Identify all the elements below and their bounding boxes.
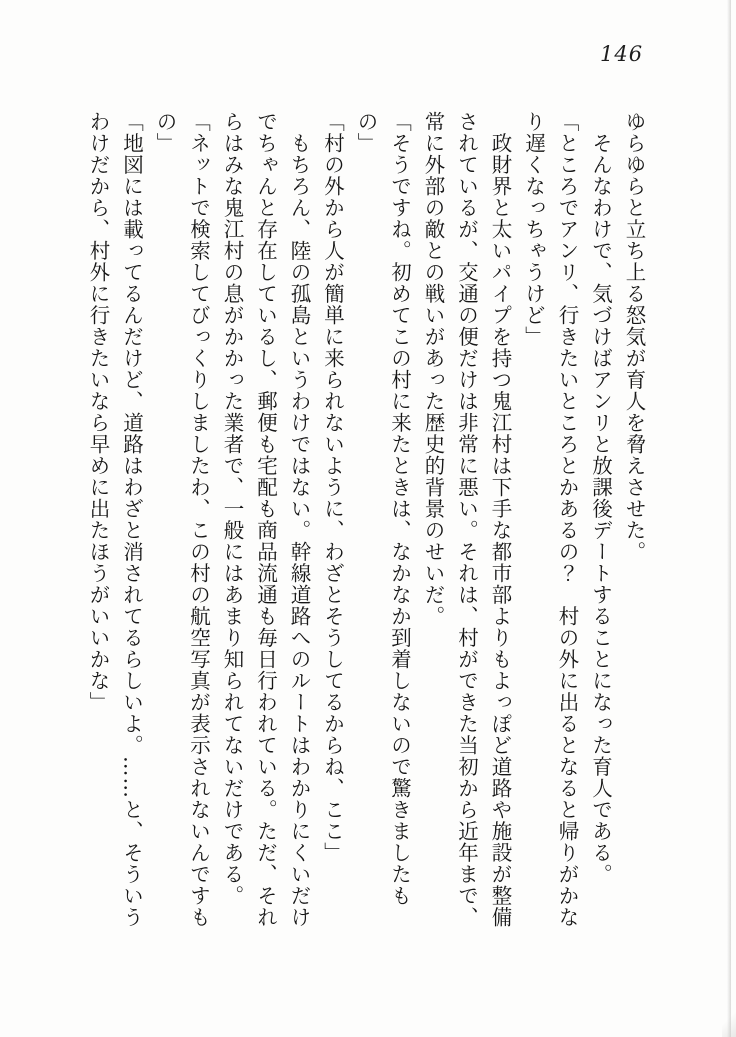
text-line: 「地図には載ってるんだけど、道路はわざと消されてるらしいよ。……と、そういう	[119, 111, 144, 928]
body-text	[81, 111, 651, 939]
page-number: 146	[600, 42, 644, 66]
text-line: 「ネットで検索してびっくりしましたわ、この村の航空写真が表示されないんですも	[186, 111, 211, 928]
text-line: の」	[354, 111, 378, 154]
text-line: らはみな鬼江村の息がかかった業者で、一般にはあまり知られてないだけである。	[220, 111, 244, 907]
text-line: わけだから、村外に行きたいなら早めに出たほうがいいかな」	[86, 111, 110, 713]
page-corner-shadow	[722, 1007, 736, 1037]
text-line: そんなわけで、気づけばアンリと放課後デートすることになった育人である。	[588, 111, 613, 885]
text-line: 常に外部の敵との戦いがあった歴史的背景のせいだ。	[421, 111, 445, 627]
text-line: もちろん、陸の孤島というわけではない。幹線道路へのルートはわかりにくいだけ	[287, 111, 311, 928]
text-line: 政財界と太いパイプを持つ鬼江村は下手な都市部よりもよっぽど道路や施設が整備	[488, 111, 512, 928]
text-line: り遅くなっちゃうけど」	[521, 111, 546, 348]
text-line: の」	[153, 111, 177, 154]
text-line: されているが、交通の便だけは非常に悪い。それは、村ができた当初から近年まで、	[454, 111, 479, 928]
text-line: でちゃんと存在しているし、郵便も宅配も商品流通も毎日行われている。ただ、それ	[253, 111, 278, 928]
text-line: 「村の外から人が簡単に来られないように、わざとそうしてるからね、ここ」	[320, 111, 345, 864]
text-line: ゆらゆらと立ち上る怒気が育人を脅えさせた。	[622, 111, 646, 563]
page-edge-shadow	[727, 0, 731, 1037]
text-line: 「ところでアンリ、行きたいところとかあるの？ 村の外に出るとなると帰りがかな	[555, 111, 579, 928]
text-line: 「そうですね。初めてこの村に来たときは、なかなか到着しないので驚きましたも	[387, 111, 412, 907]
